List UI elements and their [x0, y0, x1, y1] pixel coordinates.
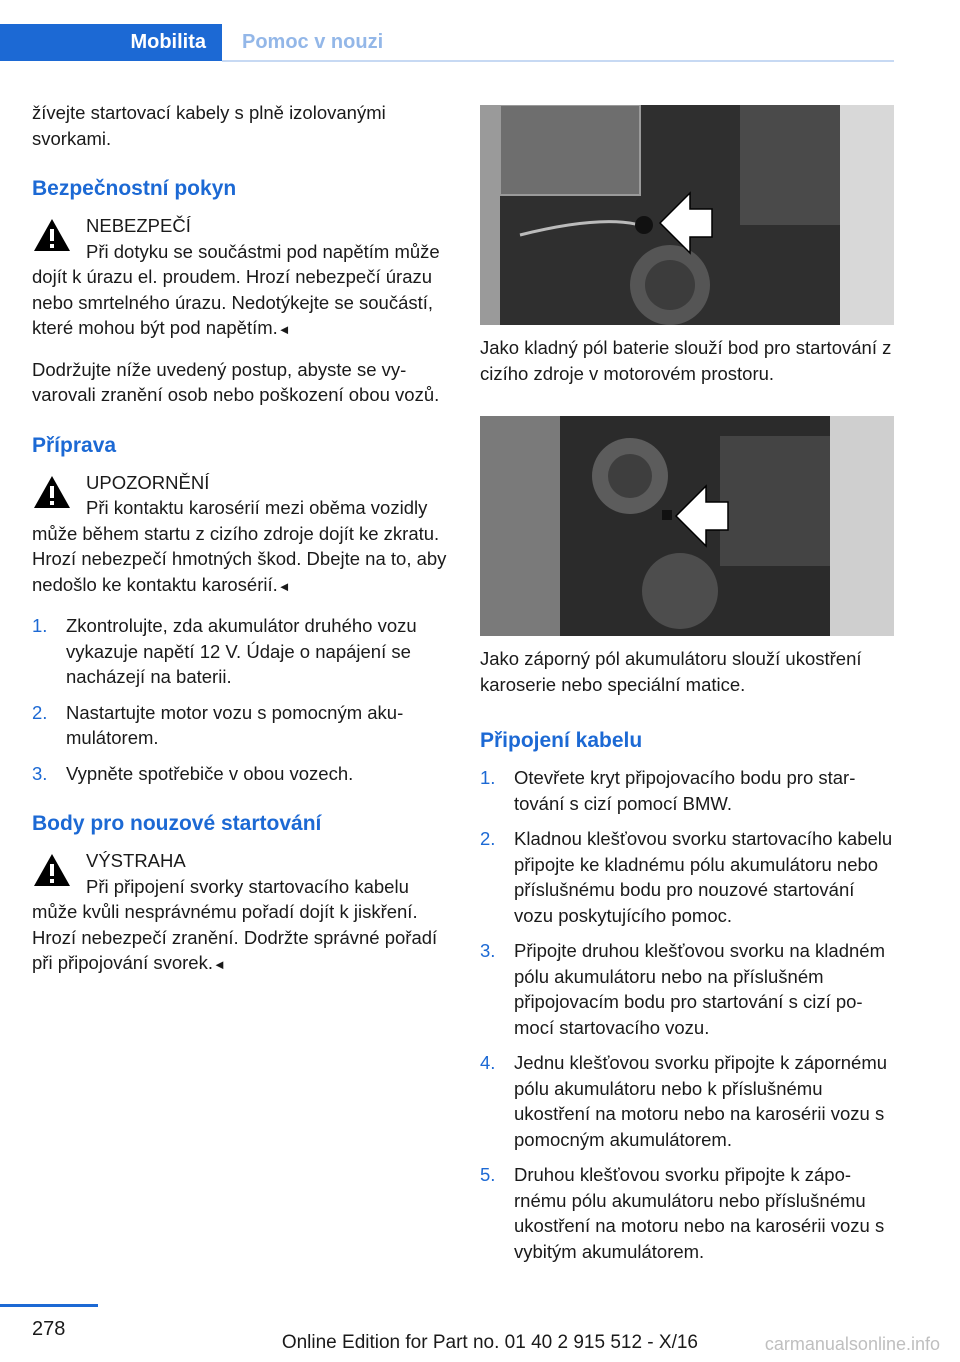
- step-text: Otevřete kryt připojovacího bodu pro startování s cizí pomocí BMW.: [514, 767, 856, 814]
- connect-steps: [480, 765, 894, 1264]
- caption-ground-point: Jako záporný pól akumulátoru slouží ukostření karoserie nebo speciální matice.: [480, 648, 862, 695]
- step-number: 2.: [32, 701, 48, 723]
- page-header: [0, 0, 960, 62]
- warning-title: VÝSTRAHA: [86, 850, 186, 871]
- step-text: Vypněte spotřebiče v obou vozech.: [66, 762, 354, 784]
- list-item: [480, 1050, 894, 1152]
- step-text: Kladnou klešťovou svorku startovacího kabelu připojte ke kladnému pólu akumulátoru nebo příslušnému bodu pro nouzové startování vozu poskytujícího pomoc.: [514, 828, 893, 926]
- end-mark-icon: ◄: [277, 322, 291, 337]
- step-text: Připojte druhou klešťovou svorku na kladném pólu akumulátoru nebo na příslušném připojovacím bodu pro startování s cizí pomocí startovacího vozu.: [514, 940, 885, 1038]
- list-item: [480, 938, 894, 1040]
- procedure-paragraph: Dodržujte níže uvedený postup, abyste se vyvarovali zranění osob nebo poškození obou vozů.: [32, 358, 440, 405]
- list-item: [480, 765, 894, 816]
- list-item: [32, 700, 450, 751]
- preparation-steps: [32, 613, 450, 786]
- list-item: [480, 826, 894, 928]
- footer-accent-line: [0, 1304, 98, 1307]
- edition-text: Online Edition for Part no. 01 40 2 915 512 - X/16: [281, 1332, 698, 1353]
- caption-positive-terminal: Jako kladný pól baterie slouží bod pro startování z cizího zdroje v motorovém prostoru.: [480, 337, 892, 384]
- warning-caution: [32, 470, 450, 600]
- heading-connect-cable: Připojení kabelu: [480, 729, 643, 752]
- step-text: Nastartujte motor vozu s pomocným akumulátorem.: [66, 701, 404, 748]
- heading-safety: Bezpečnostní pokyn: [32, 177, 237, 200]
- step-number: 2.: [480, 828, 496, 849]
- step-number: 4.: [480, 1052, 496, 1073]
- tab-pomoc-v-nouzi[interactable]: Pomoc v nouzi: [242, 31, 384, 53]
- step-text: Zkontrolujte, zda akumulátor druhého vozu vykazuje napětí 12 V. Údaje o napájení se nacházejí na baterii.: [66, 615, 417, 687]
- step-number: 3.: [32, 762, 48, 784]
- intro-paragraph: žívejte startovací kabely s plně izolovanými svorkami.: [32, 102, 386, 149]
- warning-triangle-icon: [32, 474, 72, 510]
- warning-text: Při dotyku se součástmi pod napětím může dojít k úrazu el. proudem. Hrozí nebezpečí úrazu nebo smrtelného úrazu. Nedotýkejte se součástí, které mohou být pod napětím.: [32, 240, 440, 338]
- list-item: [480, 1162, 894, 1264]
- warning-danger: [32, 213, 450, 343]
- warning-text: Při kontaktu karosérií mezi oběma vozidly může během startu z cizího zdroje dojít ke zkratu. Hrozí nebezpečí hmotných škod. Dbejte na to, aby nedošlo ke kontaktu karosérií.: [32, 497, 447, 595]
- warning-title: UPOZORNĚNÍ: [86, 471, 210, 493]
- engine-bay-ground-point-photo: [480, 416, 894, 636]
- step-number: 5.: [480, 1164, 496, 1185]
- list-item: [32, 613, 450, 690]
- heading-jump-start-points: Body pro nouzové startování: [32, 812, 322, 835]
- step-number: 1.: [480, 767, 496, 788]
- end-mark-icon: ◄: [212, 957, 226, 972]
- step-text: Druhou klešťovou svorku připojte k zápornému pólu akumulátoru nebo příslušnému ukostření na motoru nebo na karosérii vozu s vybitým akumulátorem.: [514, 1164, 885, 1262]
- warning-warning: [32, 848, 450, 978]
- tab-mobilita[interactable]: Mobilita: [0, 24, 222, 61]
- page-number: 278: [32, 1318, 66, 1340]
- list-item: [32, 761, 450, 787]
- step-number: 1.: [32, 615, 48, 636]
- right-column: [480, 105, 894, 1278]
- heading-preparation: Příprava: [32, 433, 117, 457]
- warning-triangle-icon: [32, 852, 72, 888]
- warning-triangle-icon: [32, 217, 72, 253]
- header-divider: [222, 60, 894, 62]
- warning-text: Při připojení svorky startovacího kabelu může kvůli nesprávnému pořadí dojít k jiskření. Hrozí nebezpečí zranění. Dodržte správné pořadí při připojování svorek.: [32, 875, 438, 973]
- left-column: [32, 100, 450, 992]
- engine-bay-positive-terminal-photo: [480, 105, 894, 325]
- watermark: carmanualsonline.info: [764, 1334, 940, 1354]
- end-mark-icon: ◄: [277, 578, 291, 594]
- step-text: Jednu klešťovou svorku připojte k zápornému pólu akumulátoru nebo k příslušnému ukostření na motoru nebo na karosérii vozu s pomocným akumulátorem.: [514, 1052, 888, 1150]
- warning-title: NEBEZPEČÍ: [86, 215, 191, 236]
- step-number: 3.: [480, 940, 496, 961]
